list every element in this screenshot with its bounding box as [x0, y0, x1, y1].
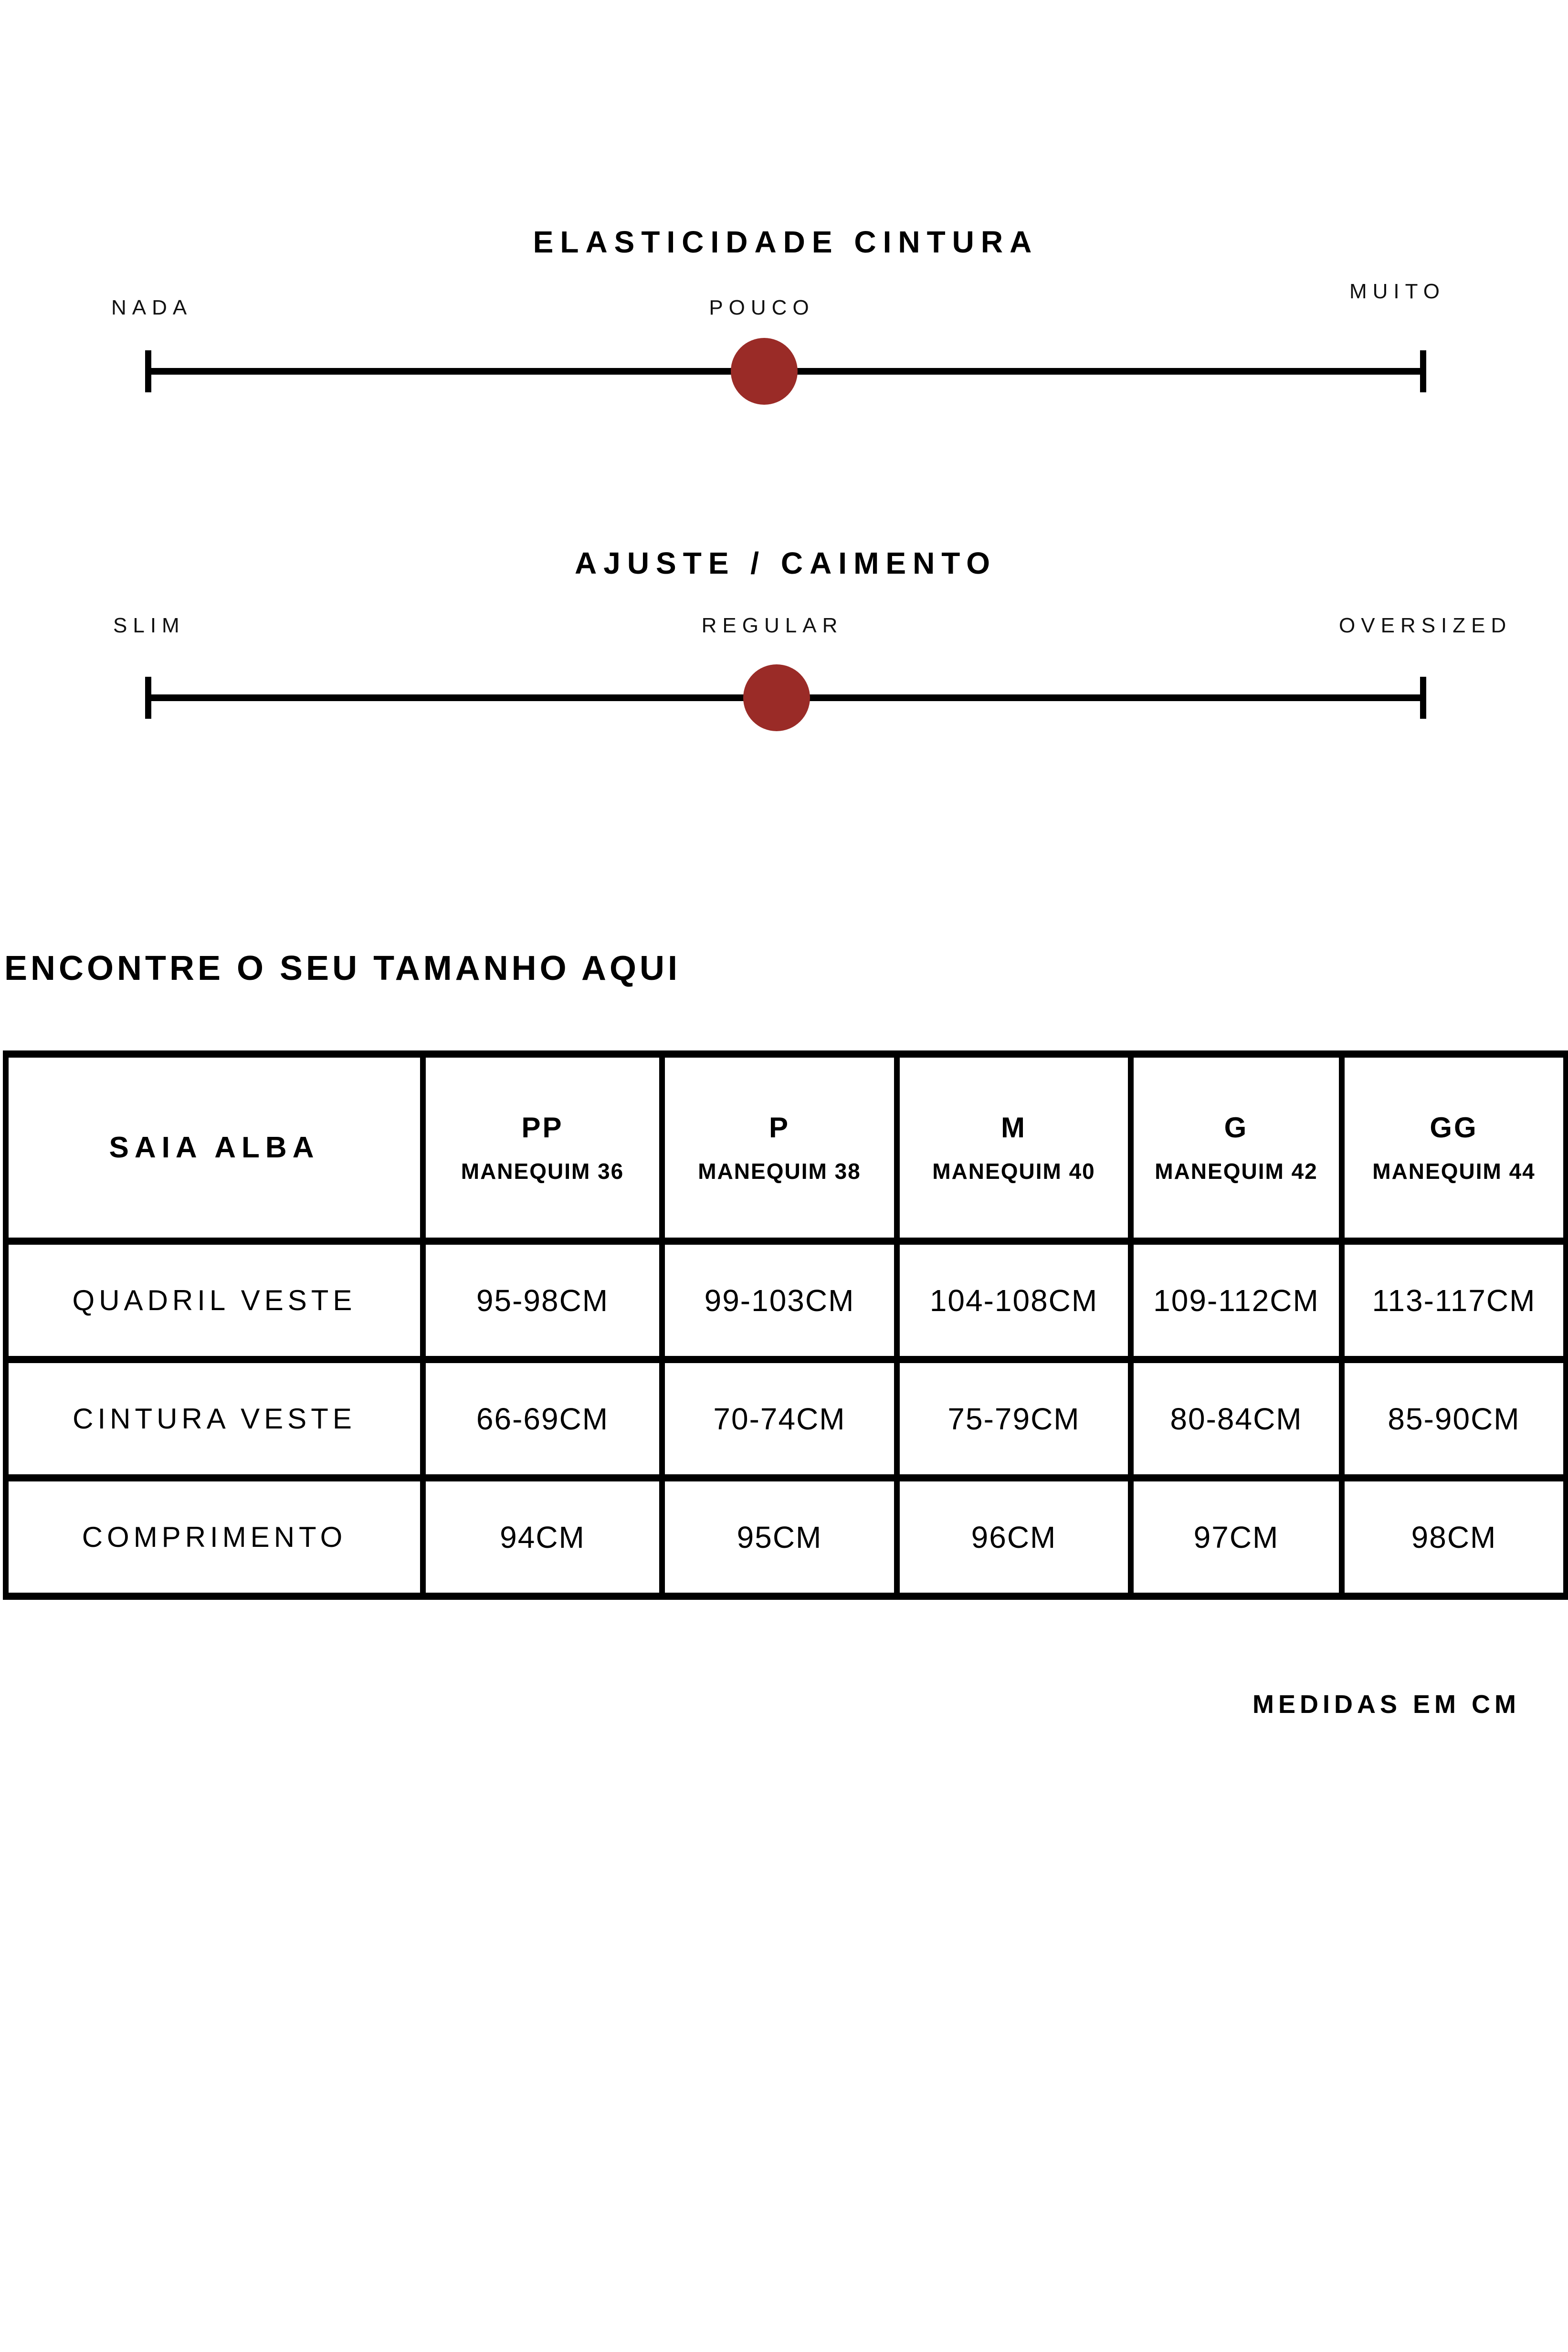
units-note: MEDIDAS EM CM [1252, 1690, 1520, 1719]
size-code: P [768, 1112, 790, 1144]
cell-value: 94CM [500, 1520, 585, 1554]
cell-value: 95CM [737, 1520, 822, 1554]
waist-elasticity-max-label: MUITO [1349, 280, 1445, 303]
product-name-cell [6, 1054, 423, 1241]
size-column-pp [423, 1054, 662, 1241]
cell-value: 95-98CM [476, 1283, 609, 1318]
row-label: CINTURA VESTE [73, 1403, 356, 1435]
fit-mid-label: REGULAR [701, 614, 843, 637]
cell-value: 66-69CM [476, 1401, 609, 1436]
cell-value: 85-90CM [1388, 1401, 1520, 1436]
waist-elasticity-title: ELASTICIDADE CINTURA [533, 225, 1039, 259]
size-code: M [1001, 1112, 1027, 1144]
mannequin-label: MANEQUIM 36 [461, 1159, 624, 1184]
cell-value: 97CM [1193, 1520, 1279, 1554]
size-column-p [662, 1054, 897, 1241]
table-header-row [6, 1054, 1566, 1241]
size-guide-heading: ENCONTRE O SEU TAMANHO AQUI [4, 949, 681, 987]
size-column-gg [1342, 1054, 1566, 1241]
cell-value: 96CM [971, 1520, 1057, 1554]
track-start-tick [145, 350, 151, 392]
cell-value: 98CM [1411, 1520, 1497, 1554]
size-code: PP [521, 1112, 564, 1144]
track-end-tick [1420, 677, 1426, 719]
waist-elasticity-value-dot [731, 338, 798, 405]
cell-value: 75-79CM [947, 1401, 1080, 1436]
fit-title: AJUSTE / CAIMENTO [575, 546, 997, 580]
cell-value: 70-74CM [713, 1401, 846, 1436]
size-column-m [897, 1054, 1131, 1241]
fit-value-dot [743, 664, 810, 731]
fit-max-label: OVERSIZED [1339, 614, 1512, 637]
cell-value: 109-112CM [1153, 1283, 1319, 1318]
track-end-tick [1420, 350, 1426, 392]
waist-elasticity-track [148, 368, 1423, 375]
cell-value: 113-117CM [1372, 1283, 1536, 1318]
size-column-g [1131, 1054, 1342, 1241]
fit-min-label: SLIM [113, 614, 185, 637]
table-row-hip [6, 1241, 1566, 1360]
size-code: G [1224, 1112, 1249, 1144]
fit-track [148, 694, 1423, 701]
track-start-tick [145, 677, 151, 719]
cell-value: 104-108CM [929, 1283, 1098, 1318]
row-label: COMPRIMENTO [82, 1521, 347, 1553]
product-name: SAIA ALBA [109, 1131, 320, 1164]
size-table [3, 1050, 1568, 1600]
size-code: GG [1430, 1112, 1478, 1144]
waist-elasticity-mid-label: POUCO [709, 296, 815, 319]
cell-value: 99-103CM [704, 1283, 855, 1318]
table-row-length [6, 1478, 1566, 1596]
cell-value: 80-84CM [1170, 1401, 1303, 1436]
mannequin-label: MANEQUIM 40 [932, 1159, 1095, 1184]
waist-elasticity-min-label: NADA [111, 296, 193, 319]
mannequin-label: MANEQUIM 38 [698, 1159, 861, 1184]
mannequin-label: MANEQUIM 44 [1372, 1159, 1536, 1184]
table-row-waist [6, 1360, 1566, 1478]
mannequin-label: MANEQUIM 42 [1155, 1159, 1318, 1184]
row-label: QUADRIL VESTE [72, 1284, 357, 1316]
